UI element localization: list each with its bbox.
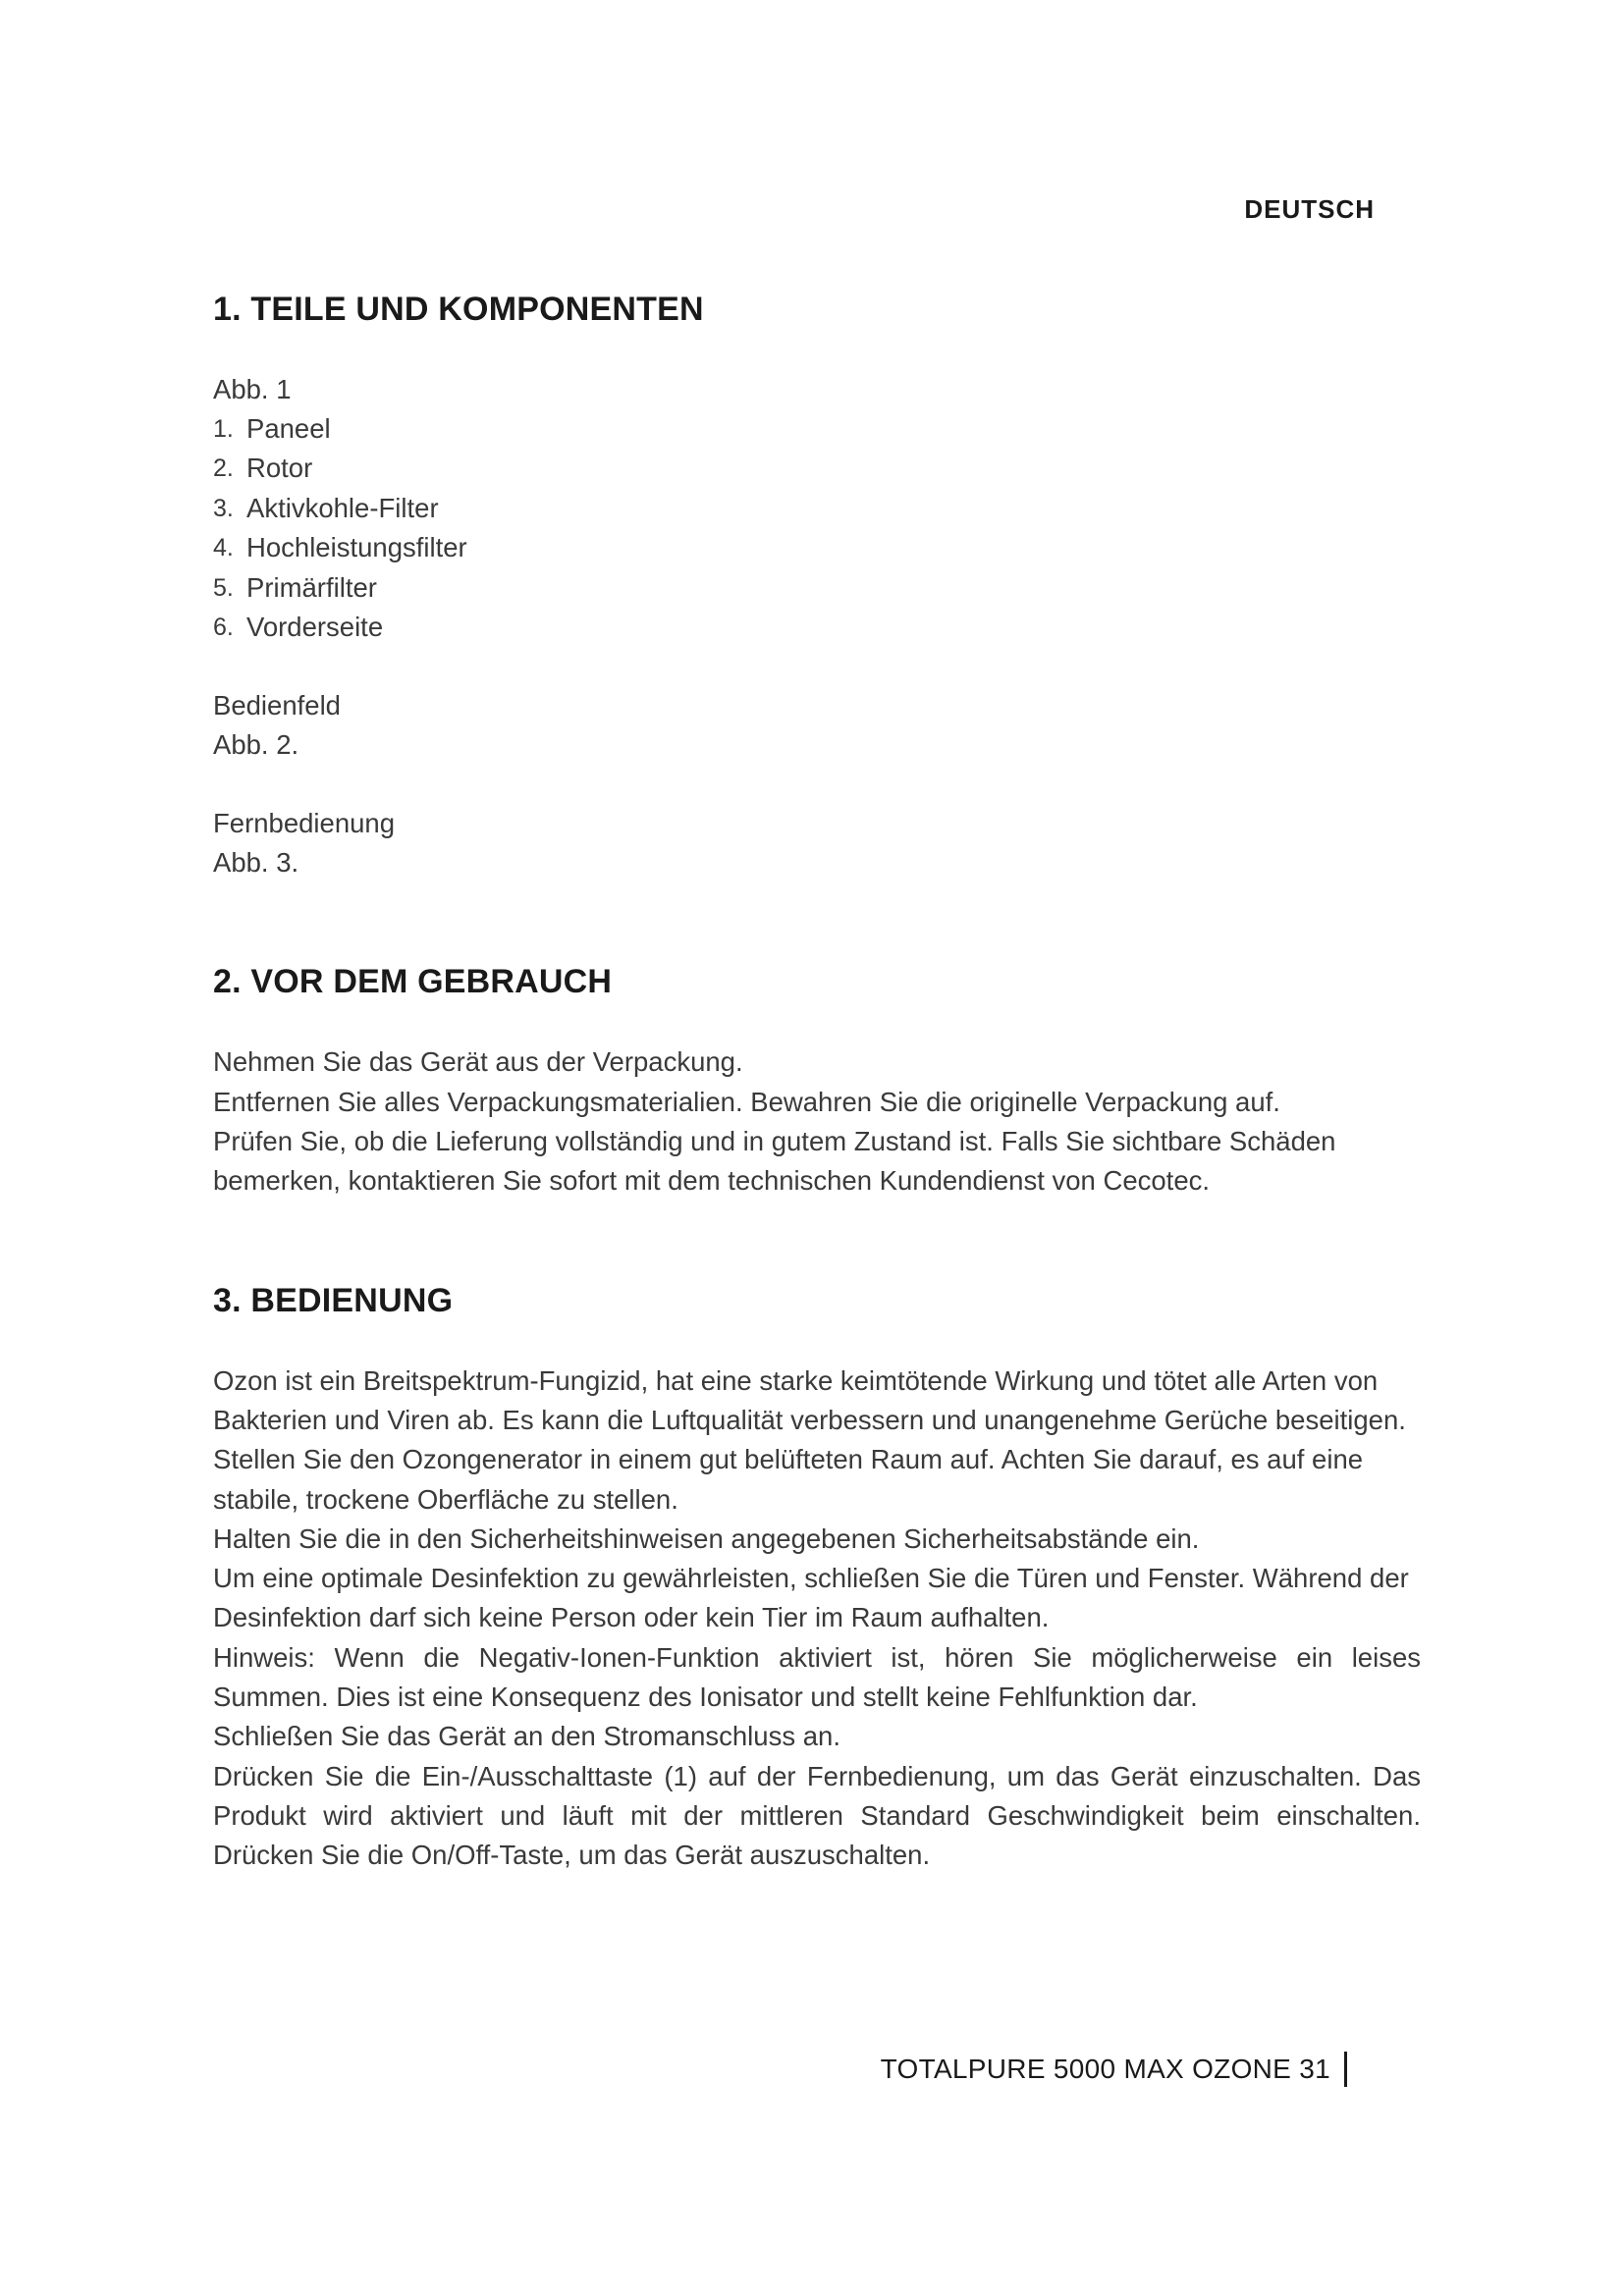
control-panel-label: Bedienfeld bbox=[213, 690, 341, 721]
footer-product-page: TOTALPURE 5000 MAX OZONE 31 bbox=[880, 2054, 1330, 2084]
figure-2-label: Abb. 2. bbox=[213, 729, 299, 761]
section-before-use bbox=[213, 963, 1421, 1201]
page-content bbox=[213, 291, 1421, 1875]
list-item: 1. Paneel bbox=[213, 413, 331, 444]
figure-1-label: Abb. 1 bbox=[213, 374, 292, 404]
operation-paragraph: Drücken Sie die Ein-/Ausschalttaste (1) auf der Fernbedienung, um das Gerät einzuschalten. Das Produkt wird aktiviert und läuft mit der mittleren Standard Geschwindigkeit beim einschalten. Drücken Sie die On/Off-Taste, um das Gerät auszuschalten. bbox=[213, 1760, 1421, 1871]
remote-control-label: Fernbedienung bbox=[213, 808, 396, 839]
operation-paragraph: Stellen Sie den Ozongenerator in einem gut belüfteten Raum auf. Achten Sie darauf, es auf eine stabile, trockene Oberfläche zu stellen. bbox=[213, 1444, 1364, 1515]
operation-paragraph: Schließen Sie das Gerät an den Stromanschluss an. bbox=[213, 1721, 840, 1752]
before-use-paragraph: Prüfen Sie, ob die Lieferung vollständig und in gutem Zustand ist. Falls Sie sichtbare Schäden bemerken, kontaktieren Sie sofort mit dem technischen Kundendienst von Cecotec. bbox=[213, 1126, 1336, 1197]
section-heading-parts: 1. TEILE UND KOMPONENTEN bbox=[213, 291, 704, 328]
footer-divider bbox=[1344, 2052, 1347, 2087]
before-use-paragraph: Entfernen Sie alles Verpackungsmaterialien. Bewahren Sie die originelle Verpackung auf. bbox=[213, 1086, 1280, 1117]
list-item: 6. Vorderseite bbox=[213, 612, 384, 643]
page-footer bbox=[881, 2052, 1347, 2087]
list-item: 5. Primärfilter bbox=[213, 571, 377, 603]
section-operation bbox=[213, 1282, 1421, 1876]
parts-list bbox=[213, 409, 1421, 647]
language-label: DEUTSCH bbox=[1244, 194, 1375, 224]
section-heading-operation: 3. BEDIENUNG bbox=[213, 1281, 454, 1319]
list-item: 2. Rotor bbox=[213, 453, 313, 484]
operation-paragraph: Halten Sie die in den Sicherheitshinweisen angegebenen Sicherheitsabstände ein. bbox=[213, 1522, 1200, 1554]
operation-paragraph: Hinweis: Wenn die Negativ-Ionen-Funktion aktiviert ist, hören Sie möglicherweise ein leises Summen. Dies ist eine Konsequenz des Ionisator und stellt keine Fehlfunktion dar. bbox=[213, 1641, 1421, 1712]
figure-3-label: Abb. 3. bbox=[213, 847, 299, 879]
list-item: 3. Aktivkohle-Filter bbox=[213, 492, 439, 523]
list-item: 4. Hochleistungsfilter bbox=[213, 532, 467, 563]
operation-paragraph: Ozon ist ein Breitspektrum-Fungizid, hat eine starke keimtötende Wirkung und tötet alle Arten von Bakterien und Viren ab. Es kann die Luftqualität verbessern und unangenehme Gerüche beseitigen. bbox=[213, 1364, 1406, 1435]
section-parts-components bbox=[213, 291, 1421, 882]
before-use-paragraph: Nehmen Sie das Gerät aus der Verpackung. bbox=[213, 1046, 743, 1078]
section-heading-before-use: 2. VOR DEM GEBRAUCH bbox=[213, 963, 613, 1001]
operation-paragraph: Um eine optimale Desinfektion zu gewährleisten, schließen Sie die Türen und Fenster. Während der Desinfektion darf sich keine Person oder kein Tier im Raum aufhalten. bbox=[213, 1563, 1409, 1633]
